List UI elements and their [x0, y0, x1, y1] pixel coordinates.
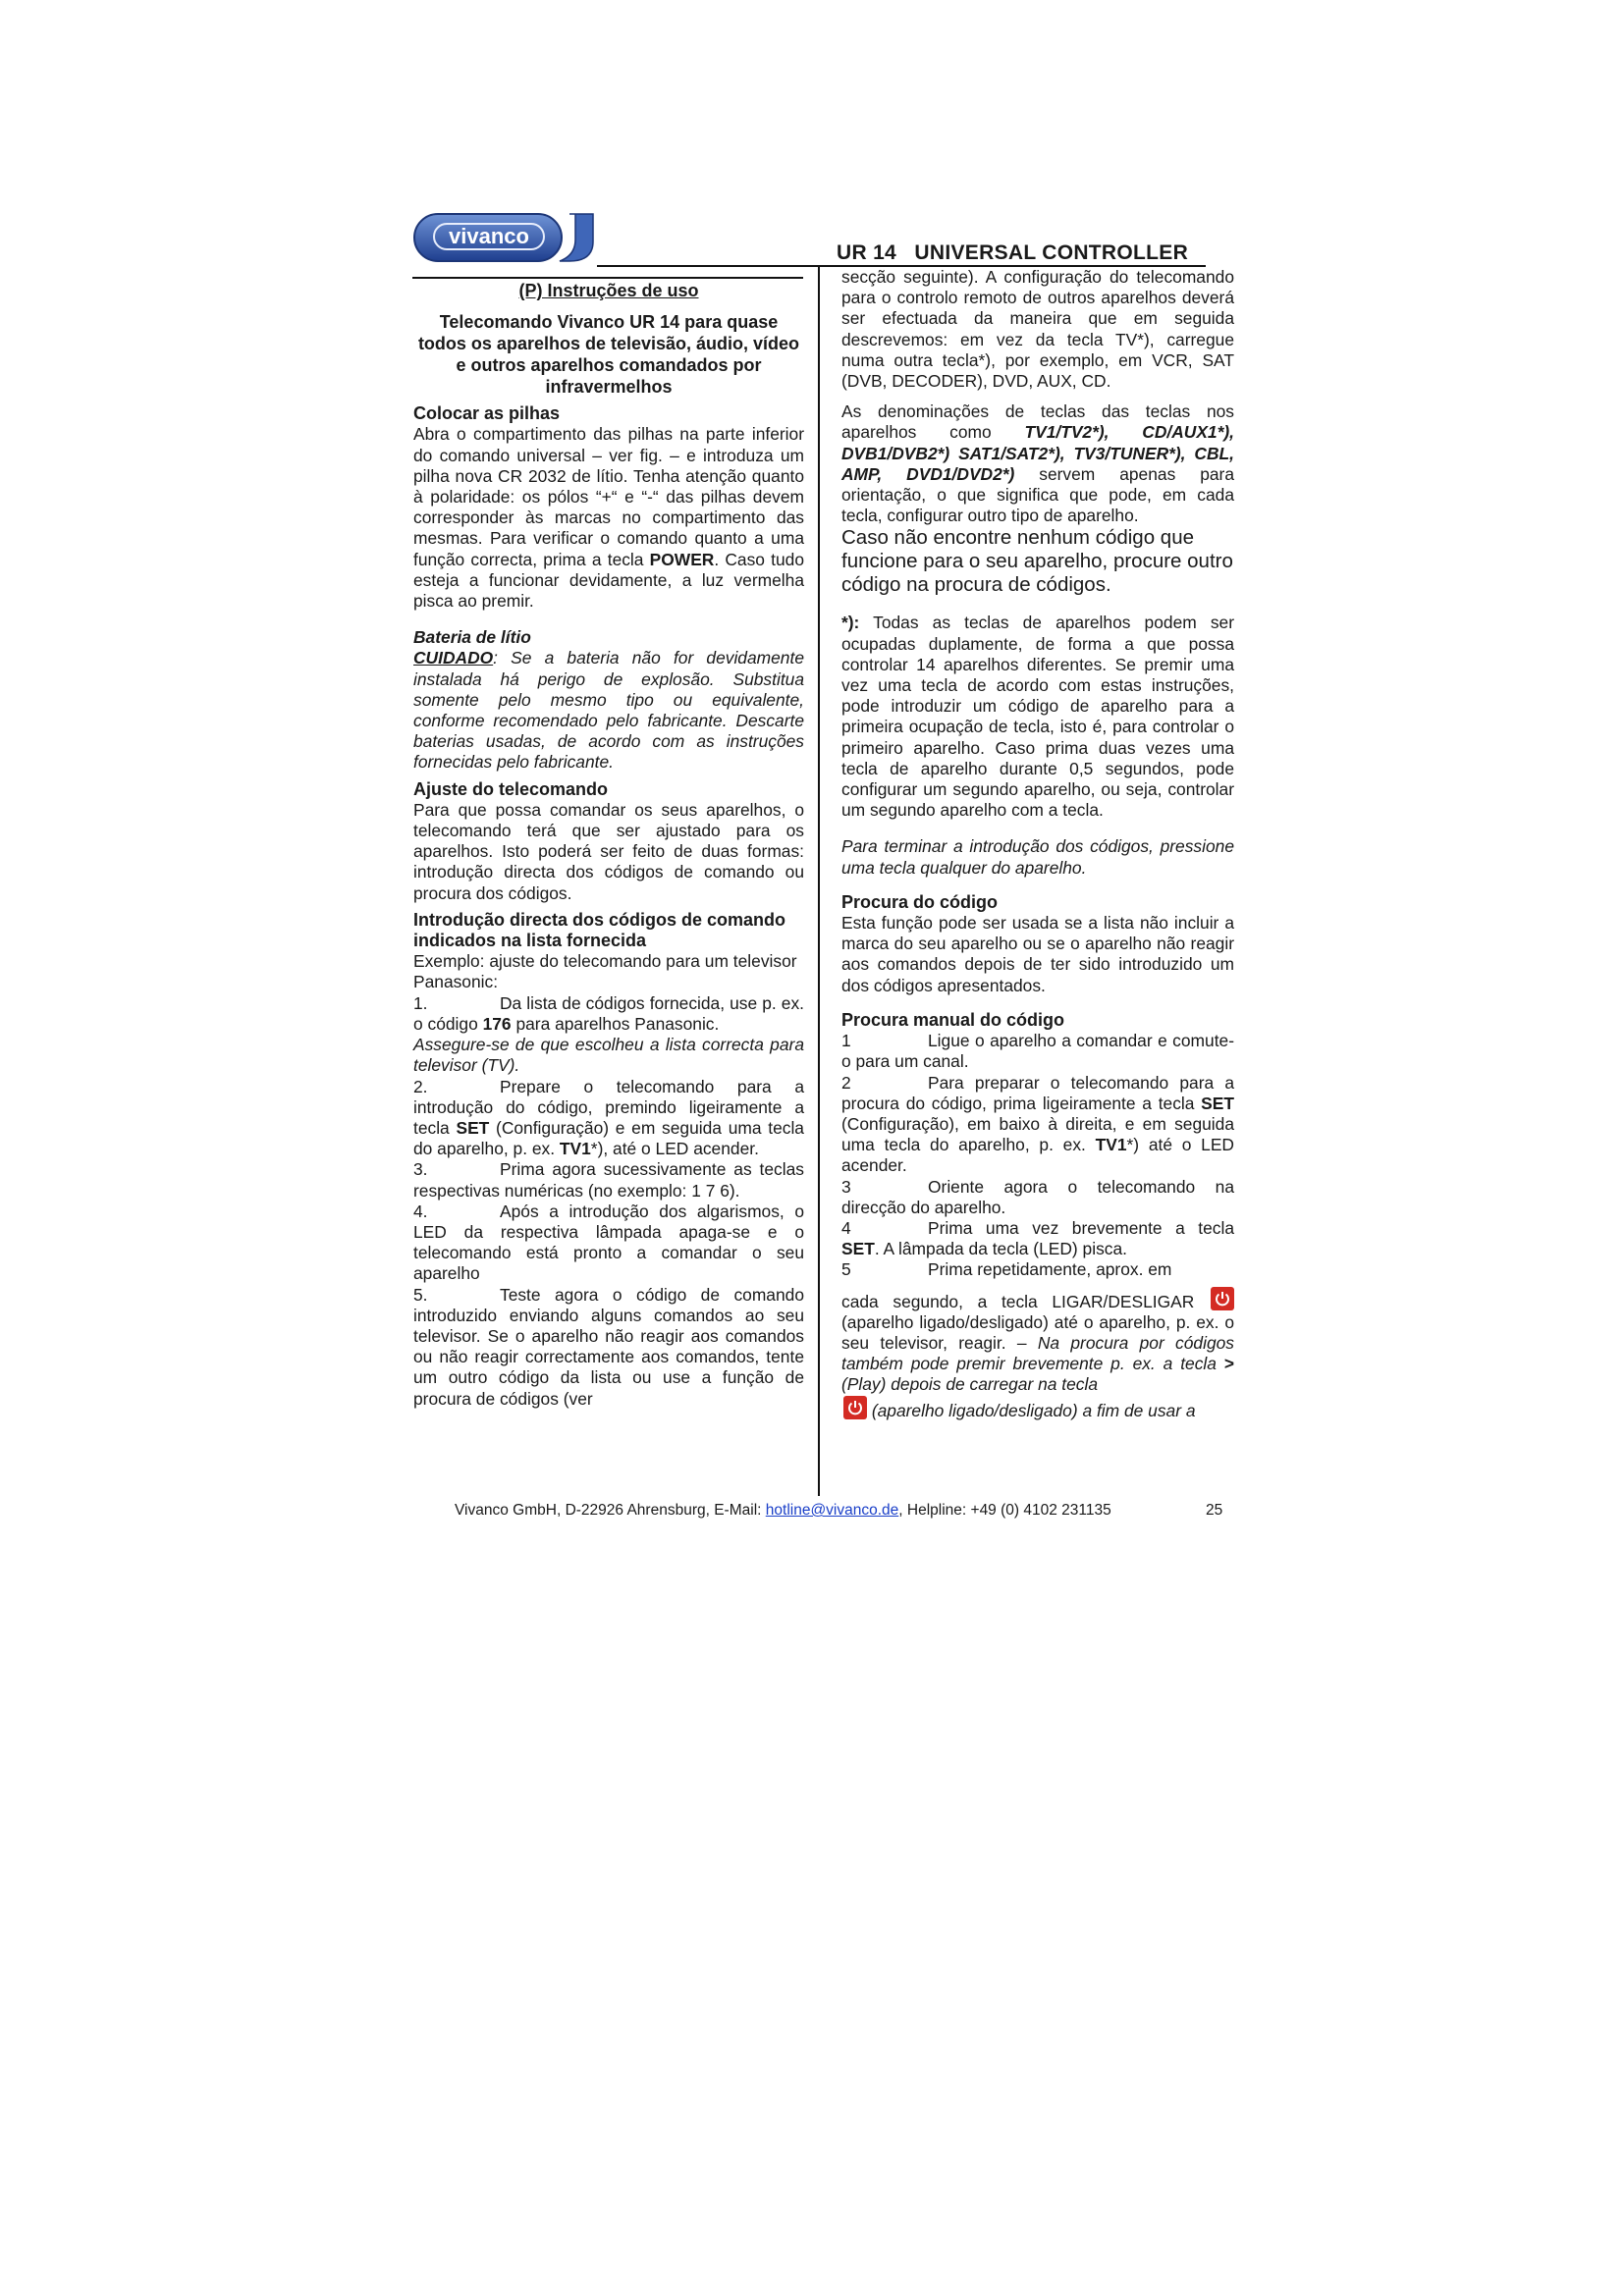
batteries-text: Abra o compartimento das pilhas na parte inferior do comando universal – ver fig. – e introduza um pilha nova CR 2032 de lítio. Tenha atenção quanto à polaridade: os pólos “+“ e “-“ das pilhas devem corresponder às marcas no compartimento das mesmas. Para verificar o comando quanto a uma função correcta, prima a tecla POWER. Caso tudo esteja a funcionar devidamente, a luz vermelha pisca ao premir. — [413, 424, 804, 612]
lithium-text: CUIDADO: Se a bateria não for devidamente instalada há perigo de explosão. Substitua somente pelo mesmo tipo ou equivalente, conforme recomendado pelo fabricante. Descarte baterias usadas, de acordo com as instruções fornecidas pelo fabricante. — [413, 648, 804, 773]
vivanco-logo — [412, 212, 597, 263]
direct-entry-title: Introdução directa dos códigos de comando indicados na lista fornecida — [413, 909, 786, 951]
manual-step-4: 4 Prima uma vez brevemente a tecla SET. A lâmpada da tecla (LED) pisca. — [841, 1217, 1234, 1259]
power-icon — [1211, 1287, 1234, 1310]
lithium-title: Bateria de lítio — [413, 627, 531, 648]
footer — [455, 1502, 1230, 1520]
manual-step-5-end: (aparelho ligado/desligado) a fim de usar a — [841, 1396, 1234, 1421]
finish-entry-note: Para terminar a introdução dos códigos, pressione uma tecla qualquer do aparelho. — [841, 836, 1234, 878]
step-5: 5. Teste agora o código de comando introduzido enviando alguns comandos ao seu televisor. Se o aparelho não reagir aos comandos ou não reagir correctamente aos comandos, tente um outro código da lista ou use a função de procura de códigos (ver — [413, 1284, 804, 1409]
footer-company: Vivanco GmbH, D-22926 Ahrensburg, E-Mail: — [455, 1502, 766, 1519]
left-column — [413, 279, 804, 1410]
manual-step-5-continued: cada segundo, a tecla LIGAR/DESLIGAR (aparelho ligado/desligado) até o aparelho, p. ex. o seu televisor, reagir. – Na procura por códigos também pode premir brevemente p. ex. a tecla > (Play) depois de carregar na tecla — [841, 1287, 1234, 1396]
setup-text: Para que possa comandar os seus aparelhos, o telecomando terá que ser ajustado para os aparelhos. Isto poderá ser feito de duas formas: introdução directa dos códigos de comando ou procura dos códigos. — [413, 799, 804, 903]
document-title: UR 14 UNIVERSAL CONTROLLER — [837, 241, 1189, 264]
footer-helpline: , Helpline: +49 (0) 4102 231135 — [898, 1502, 1111, 1519]
config-continued: secção seguinte). A configuração do telecomando para o controlo remoto de outros aparelhos deverá ser efectuada da maneira que em seguida descrevemos: em vez da tecla TV*), carregue numa outra tecla*), por exemplo, em VCR, SAT (DVB, DECODER), DVD, AUX, CD. — [841, 267, 1234, 392]
manual-step-1: 1 Ligue o aparelho a comandar e comute-o para um canal. — [841, 1031, 1234, 1072]
right-column — [841, 267, 1234, 1421]
step-1-note: Assegure-se de que escolheu a lista correcta para televisor (TV). — [413, 1035, 804, 1076]
step-1: 1. Da lista de códigos fornecida, use p. ex. o código 176 para aparelhos Panasonic. — [413, 992, 804, 1034]
step-2: 2. Prepare o telecomando para a introdução do código, premindo ligeiramente a tecla SET (Configuração) e em seguida uma tecla do aparelho, p. ex. TV1*), até o LED acender. — [413, 1076, 804, 1159]
manual-step-2: 2 Para preparar o telecomando para a procura do código, prima ligeiramente a tecla SET (Configuração), em baixo à direita, e em seguida uma tecla do aparelho, p. ex. TV1*) até o LED acender. — [841, 1072, 1234, 1176]
direct-entry-example: Exemplo: ajuste do telecomando para um televisor Panasonic: — [413, 951, 797, 992]
column-divider — [818, 267, 820, 1496]
key-names-text: As denominações de teclas das teclas nos aparelhos como TV1/TV2*), CD/AUX1*), DVB1/DVB2*) SAT1/SAT2*), TV3/TUNER*), CBL, AMP, DVD1/DVD2*) servem apenas para orientação, o que significa que pode, em cada tecla, configurar outro tipo de aparelho. — [841, 401, 1235, 526]
batteries-title: Colocar as pilhas — [413, 403, 561, 424]
product-subheading: Telecomando Vivanco UR 14 para quase todos os aparelhos de televisão, áudio, vídeo e outros aparelhos comandados por infravermelhos — [417, 312, 800, 398]
footer-email-link[interactable]: hotline@vivanco.de — [765, 1502, 899, 1519]
code-search-title: Procura do código — [841, 891, 999, 912]
logo-text: vivanco — [449, 224, 529, 248]
power-icon — [843, 1396, 867, 1419]
page-number: 25 — [1206, 1502, 1223, 1519]
manual-search-title: Procura manual do código — [841, 1009, 1065, 1030]
instructions-heading: (P) Instruções de uso — [518, 281, 699, 300]
code-search-text: Esta função pode ser usada se a lista não incluir a marca do seu aparelho ou se o aparelho não reagir aos comandos depois de ter sido introduzido um dos códigos apresentados. — [841, 913, 1234, 995]
manual-step-5: 5 Prima repetidamente, aprox. em — [841, 1259, 1172, 1280]
not-found-note: Caso não encontre nenhum código que funcione para o seu aparelho, procure outro código na procura de códigos. — [841, 526, 1233, 597]
setup-title: Ajuste do telecomando — [413, 778, 609, 799]
dual-assignment-text: *): Todas as teclas de aparelhos podem ser ocupadas duplamente, de forma a que possa controlar 14 aparelhos diferentes. Se premir uma vez uma tecla de acordo com estas instruções, pode introduzir um código de aparelho para a primeira ocupação de tecla, isto é, para controlar o primeiro aparelho. Caso prima duas vezes uma tecla de aparelho durante 0,5 segundos, pode configurar um segundo aparelho, ou seja, controlar um segundo aparelho com a tecla. — [841, 613, 1234, 821]
step-4: 4. Após a introdução dos algarismos, o LED da respectiva lâmpada apaga-se e o telecomando está pronto a comandar o seu aparelho — [413, 1201, 804, 1284]
manual-step-3: 3 Oriente agora o telecomando na direcção do aparelho. — [841, 1176, 1234, 1217]
step-3: 3. Prima agora sucessivamente as teclas respectivas numéricas (no exemplo: 1 7 6). — [413, 1159, 804, 1201]
